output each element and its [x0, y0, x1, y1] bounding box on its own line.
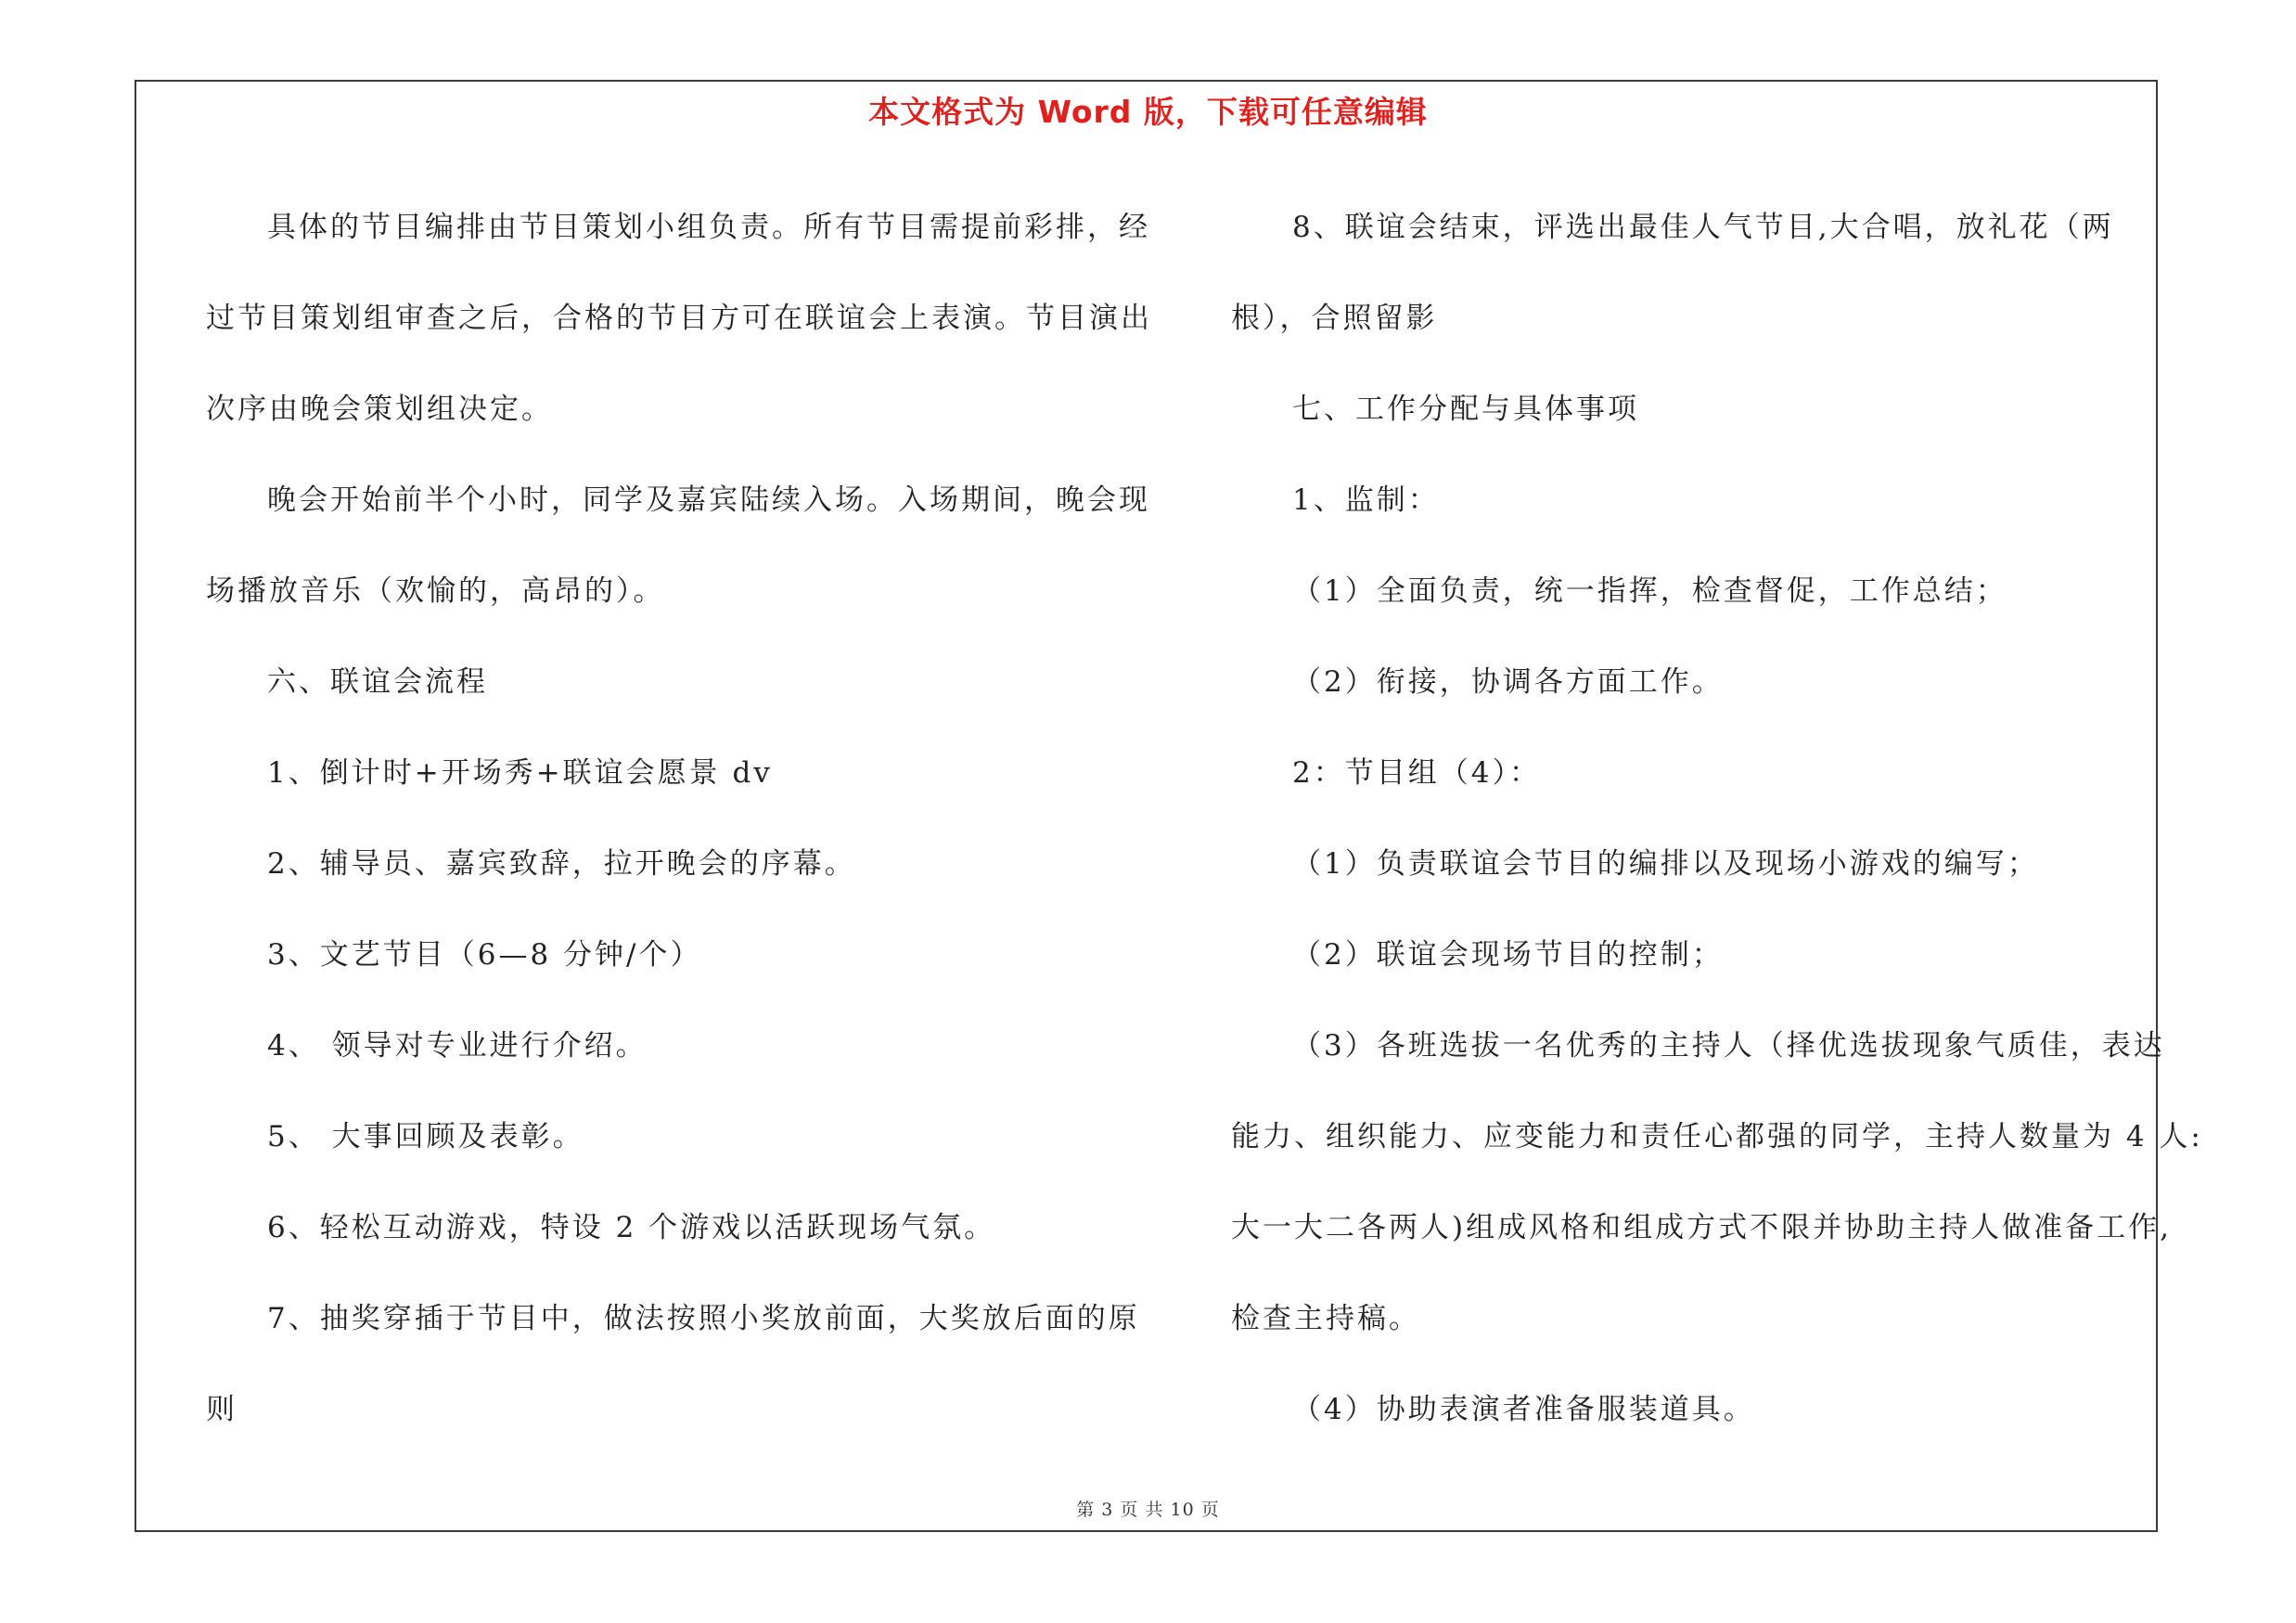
text-line: 则 [206, 1393, 237, 1426]
text-line: 2：节目组（4）： [1292, 756, 1541, 790]
right-column [1231, 182, 2203, 1455]
text-line: 6、轻松互动游戏，特设 2 个游戏以活跃现场气氛。 [267, 1211, 996, 1244]
format-banner: 本文格式为 Word 版，下载可任意编辑 [868, 94, 1428, 130]
text-line: （1）全面负责，统一指挥，检查督促，工作总结； [1292, 574, 2007, 608]
page-number-footer: 第 3 页 共 10 页 [1076, 1500, 1220, 1520]
text-line: 大一大二各两人)组成风格和组成方式不限并协助主持人做准备工作, [1231, 1211, 2172, 1244]
text-line: 3、文艺节目（6—8 分钟/个） [267, 938, 702, 972]
text-line: 检查主持稿。 [1231, 1302, 1420, 1335]
text-line: 具体的节目编排由节目策划小组负责。所有节目需提前彩排，经 [267, 211, 1150, 244]
left-column [206, 182, 1152, 1455]
text-line: （2）衔接，协调各方面工作。 [1292, 665, 1724, 699]
text-line: 4、 领导对专业进行介绍。 [267, 1029, 648, 1063]
text-line: 能力、组织能力、应变能力和责任心都强的同学，主持人数量为 4 人: [1231, 1120, 2203, 1153]
text-line: （3）各班选拔一名优秀的主持人（择优选拔现象气质佳，表达 [1292, 1029, 2165, 1063]
text-line: 七、工作分配与具体事项 [1292, 393, 1639, 426]
text-line: 5、 大事回顾及表彰。 [267, 1120, 584, 1153]
text-line: 场播放音乐（欢愉的，高昂的）。 [206, 574, 665, 608]
text-line: 1、监制： [1292, 483, 1440, 517]
text-line: 次序由晚会策划组决定。 [206, 393, 553, 426]
text-line: 8、联谊会结束，评选出最佳人气节目,大合唱，放礼花（两 [1292, 211, 2114, 244]
text-line: （4）协助表演者准备服装道具。 [1292, 1393, 1755, 1426]
text-line: （2）联谊会现场节目的控制； [1292, 938, 1724, 972]
text-line: （1）负责联谊会节目的编排以及现场小游戏的编写； [1292, 847, 2039, 881]
text-line: 六、联谊会流程 [267, 665, 488, 699]
text-line: 晚会开始前半个小时，同学及嘉宾陆续入场。入场期间，晚会现 [267, 483, 1150, 517]
text-line: 7、抽奖穿插于节目中，做法按照小奖放前面，大奖放后面的原 [267, 1302, 1140, 1335]
text-line: 1、倒计时+开场秀+联谊会愿景 dv [267, 756, 773, 790]
text-line: 根），合照留影 [1231, 302, 1438, 335]
text-line: 2、辅导员、嘉宾致辞，拉开晚会的序幕。 [267, 847, 856, 881]
text-line: 过节目策划组审查之后，合格的节目方可在联谊会上表演。节目演出 [206, 302, 1152, 335]
